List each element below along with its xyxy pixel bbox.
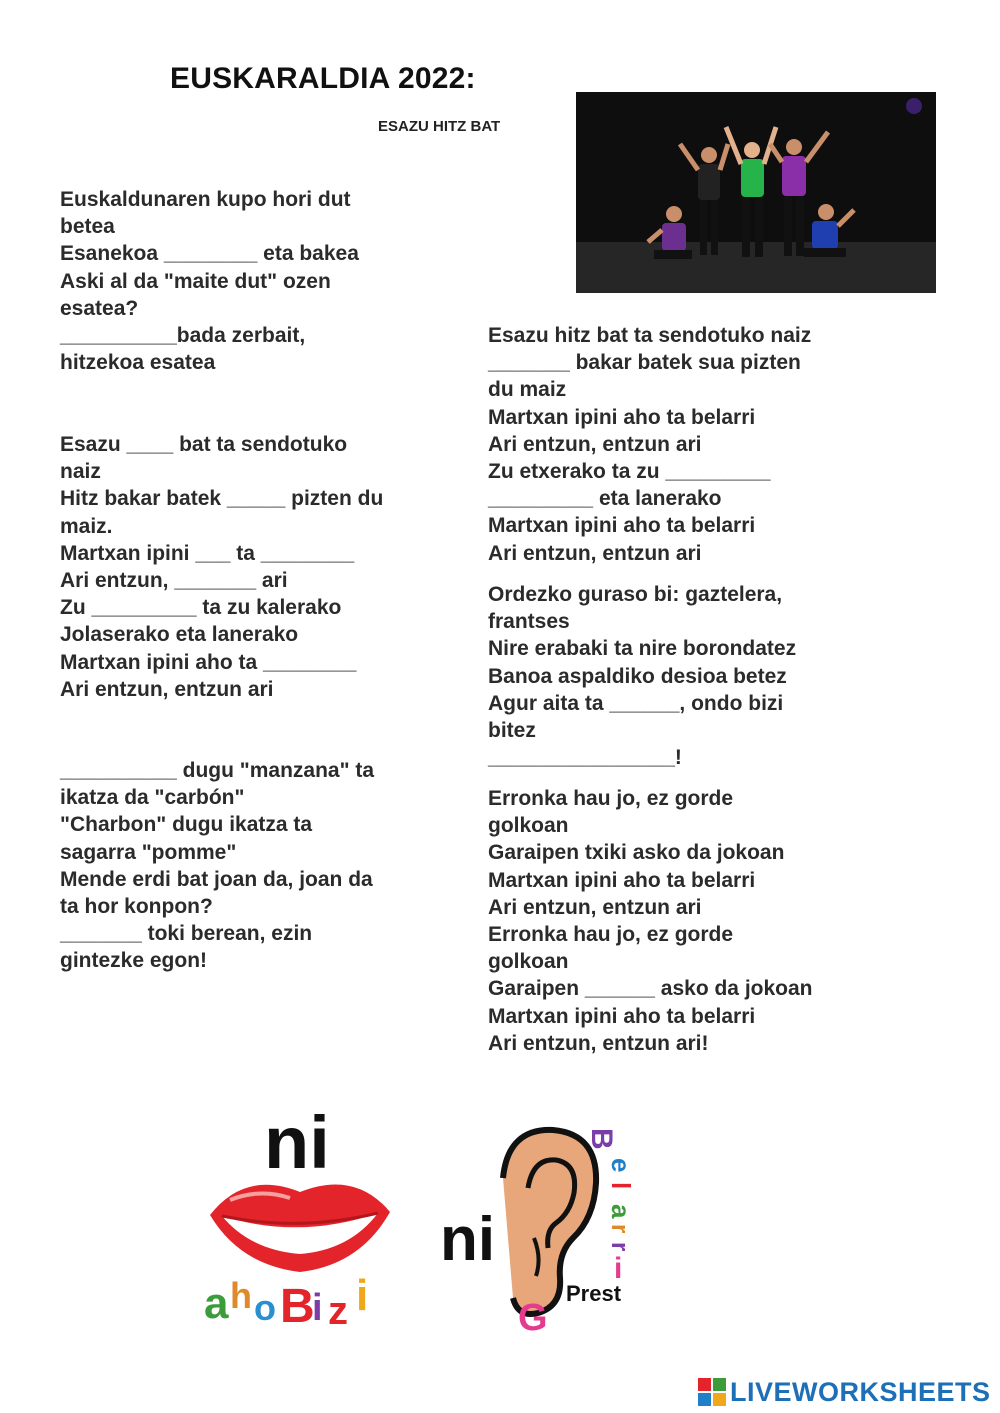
lyric-line: Nire erabaki ta nire borondatez [488, 637, 797, 661]
lyric-line: _______ bakar batek sua pizten [488, 351, 801, 375]
lips-icon [210, 1184, 390, 1272]
lyric-line: ta hor konpon? [60, 895, 213, 919]
lyric-line: Mende erdi bat joan da, joan da [60, 867, 373, 891]
dancers-photo [576, 92, 936, 293]
letter-i: i [312, 1287, 323, 1329]
letter-r: r [606, 1224, 633, 1234]
liveworksheets-watermark [698, 1376, 991, 1408]
lyric-line: Hitz bakar batek _____ pizten du [60, 487, 384, 511]
lyric-line: Ari entzun, entzun ari [60, 677, 274, 701]
lyric-line: bitez [488, 719, 536, 743]
lyric-line: Euskaldunaren kupo hori dut [60, 188, 351, 211]
lyric-line: Zu etxerako ta zu _________ [488, 460, 771, 484]
verse-2 [60, 431, 383, 703]
letter-a: a [606, 1204, 636, 1219]
lyric-line: sagarra "pomme" [60, 840, 237, 864]
letter-e: e [606, 1158, 636, 1173]
lyric-line: frantses [488, 610, 570, 634]
letter-i-end: i [356, 1271, 369, 1320]
liveworksheets-text: LIVEWORKSHEETS [730, 1376, 991, 1407]
letter-i: i [614, 1252, 623, 1285]
lyric-line: Martxan ipini aho ta belarri [488, 405, 756, 429]
prest-word: Prest [566, 1281, 622, 1306]
letter-a: a [204, 1279, 229, 1328]
lyric-line: _________ eta lanerako [488, 487, 722, 511]
verse-6 [488, 785, 813, 1057]
lyric-line: Erronka hau jo, ez gorde [488, 787, 734, 810]
letter-b: B [585, 1128, 618, 1150]
lyric-line: du maiz [488, 378, 567, 402]
verse-3 [60, 757, 374, 975]
lyric-line: Garaipen ______ asko da jokoan [488, 977, 813, 1001]
lyric-line: Garaipen txiki asko da jokoan [488, 841, 785, 865]
verse-5 [488, 581, 796, 771]
lyric-line: __________ dugu "manzana" ta [60, 759, 375, 782]
verse-1 [60, 186, 359, 376]
lyric-line: __________bada zerbait, [60, 324, 306, 348]
lyric-line: hitzekoa esatea [60, 351, 216, 375]
letter-l: l [606, 1182, 636, 1190]
lyric-line: Banoa aspaldiko desioa betez [488, 664, 787, 688]
lyric-line: golkoan [488, 814, 569, 838]
letter-h: h [230, 1275, 252, 1316]
lyric-line: Jolaserako eta lanerako [60, 623, 299, 647]
lyric-line: ikatza da "carbón" [60, 786, 245, 810]
letter-b: B [280, 1280, 315, 1333]
lyric-line: Martxan ipini aho ta belarri [488, 1004, 756, 1028]
page-title: EUSKARALDIA 2022: [170, 62, 476, 95]
lyric-line: Ari entzun, entzun ari [488, 432, 702, 456]
lyric-line: Ari entzun, entzun ari [488, 541, 702, 565]
lyric-line: esatea? [60, 296, 139, 320]
lyric-line: Martxan ipini aho ta ________ [60, 650, 357, 674]
lyric-line: golkoan [488, 950, 569, 974]
belarriprest-logo [438, 1108, 648, 1334]
lyric-line: Agur aita ta ______, ondo bizi [488, 691, 784, 715]
lyric-line: _______ toki berean, ezin [60, 922, 313, 946]
lyric-line: Zu _________ ta zu kalerako [60, 596, 342, 620]
letter-o: o [254, 1287, 276, 1328]
lyric-line: Erronka hau jo, ez gorde [488, 923, 734, 947]
ahobizi-logo [200, 1100, 400, 1340]
lyric-line: Aski al da "maite dut" ozen [60, 269, 331, 293]
song-subtitle: ESAZU HITZ BAT [378, 118, 501, 135]
lyric-line: Ari entzun, entzun ari [488, 895, 702, 919]
lyric-line: Esazu ____ bat ta sendotuko [60, 433, 348, 456]
pink-hook-icon: G [518, 1297, 548, 1334]
lyric-line: maiz. [60, 514, 113, 538]
lyric-line: Martxan ipini aho ta belarri [488, 868, 756, 892]
lyric-line: Martxan ipini ___ ta ________ [60, 541, 355, 565]
ahobizi-ni-word: ni [264, 1101, 330, 1184]
letter-r-2: r [606, 1242, 633, 1252]
lyric-line: betea [60, 215, 115, 239]
lyric-line: Ari entzun, entzun ari! [488, 1031, 709, 1055]
lyric-line: Esanekoa ________ eta bakea [60, 242, 359, 266]
liveworksheets-badge-icon [698, 1378, 726, 1406]
lyric-line: gintezke egon! [60, 949, 208, 973]
lyric-line: ________________! [488, 746, 682, 770]
verse-4 [488, 322, 811, 567]
lyric-line: Ari entzun, _______ ari [60, 569, 288, 593]
lyric-line: Martxan ipini aho ta belarri [488, 514, 756, 538]
lyric-line: "Charbon" dugu ikatza ta [60, 813, 313, 837]
letter-z: z [328, 1289, 348, 1333]
lyric-line: Esazu hitz bat ta sendotuko naiz [488, 324, 812, 347]
lyric-line: Ordezko guraso bi: gaztelera, [488, 583, 783, 606]
belarriprest-ni-word: ni [440, 1205, 496, 1274]
lyric-line: naiz [60, 460, 101, 484]
